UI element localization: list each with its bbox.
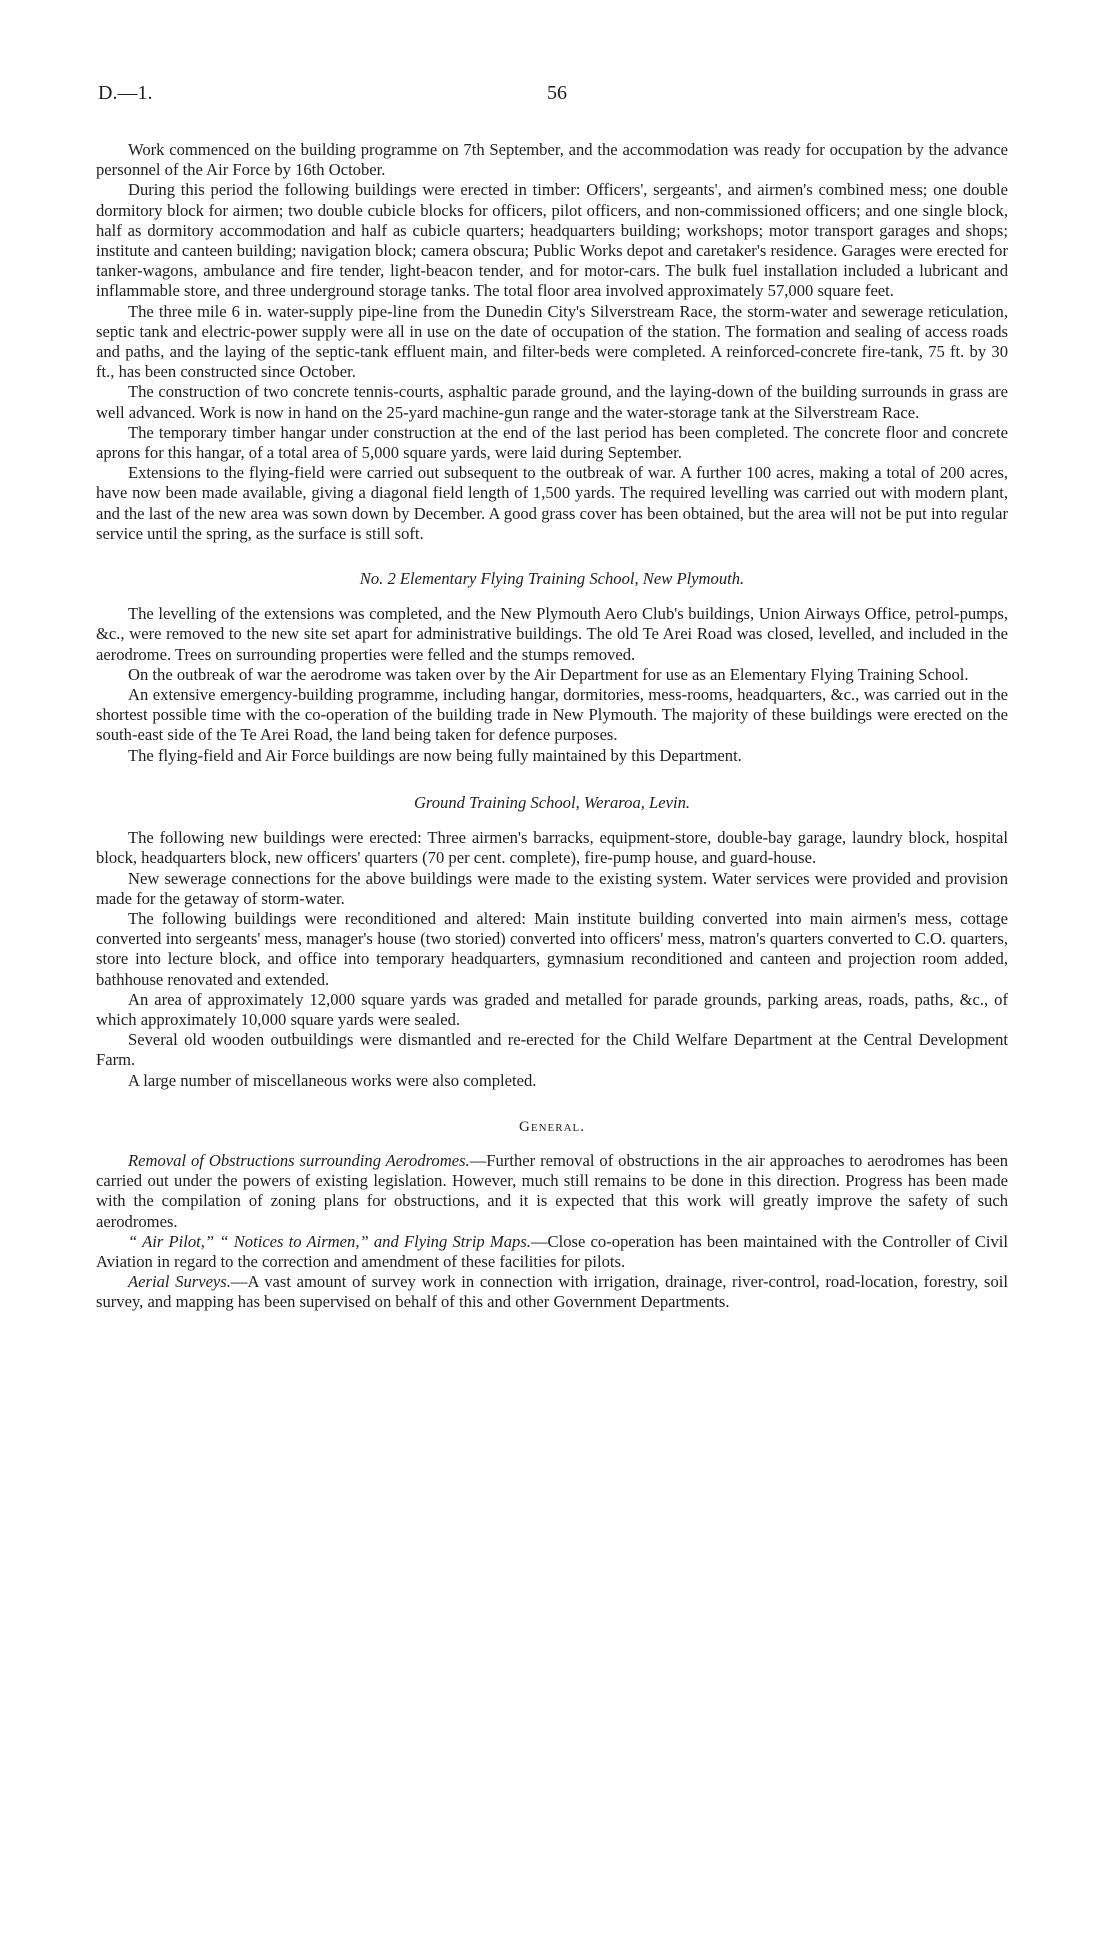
document-body bbox=[96, 140, 1008, 1313]
paragraph: The levelling of the extensions was completed, and the New Plymouth Aero Club's buildings, Union Airways Office, petrol-pumps, &c., were removed to the new site set apart for administrative buildings. The old Te Arei Road was closed, levelled, and included in the aerodrome. Trees on surrounding properties were felled and the stumps removed. bbox=[96, 604, 1008, 664]
paragraph: The following new buildings were erected: Three airmen's barracks, equipment-store, double-bay garage, laundry block, hospital block, headquarters block, new officers' quarters (70 per cent. complete), fire-pump house, and guard-house. bbox=[96, 828, 1008, 868]
paragraph-air-pilot bbox=[96, 1232, 1008, 1272]
run-in-heading: “ Air Pilot,” “ Notices to Airmen,” and Flying Strip Maps. bbox=[128, 1231, 531, 1251]
paragraph-obstructions bbox=[96, 1151, 1008, 1232]
paragraph-text: —A vast amount of survey work in connection with irrigation, drainage, river-control, road-location, forestry, soil survey, and mapping has been supervised on behalf of this and other Government Departments. bbox=[96, 1272, 1008, 1312]
paragraph: The flying-field and Air Force buildings are now being fully maintained by this Department. bbox=[128, 745, 742, 765]
paragraph: An extensive emergency-building programme, including hangar, dormitories, mess-rooms, headquarters, &c., was carried out in the shortest possible time with the co-operation of the building trade in New Plymouth. The majority of these buildings were erected on the south-east side of the Te Arei Road, the land being taken for defence purposes. bbox=[96, 685, 1008, 745]
paragraph: An area of approximately 12,000 square yards was graded and metalled for parade grounds, parking areas, roads, paths, &c., of which approximately 10,000 square yards were sealed. bbox=[96, 989, 1008, 1029]
page-number: 56 bbox=[547, 82, 567, 104]
run-in-heading: Removal of Obstructions surrounding Aerodromes. bbox=[128, 1150, 470, 1170]
paragraph: The temporary timber hangar under construction at the end of the last period has been completed. The concrete floor and concrete aprons for this hangar, of a total area of 5,000 square yards, were laid during September. bbox=[96, 422, 1008, 463]
paragraph: On the outbreak of war the aerodrome was taken over by the Air Department for use as an Elementary Flying Training School. bbox=[128, 664, 969, 684]
paragraph: Extensions to the flying-field were carried out subsequent to the outbreak of war. A further 100 acres, making a total of 200 acres, have now been made available, giving a diagonal field length of 1,500 yards. The required levelling was carried out with modern plant, and the last of the new area was sown down by December. A good grass cover has been obtained, but the area will not be put into regular service until the spring, as the surface is still soft. bbox=[96, 463, 1008, 543]
paragraph-text: —Close co-operation has been maintained with the Controller of Civil Aviation in regard to the correction and amendment of these facilities for pilots. bbox=[96, 1231, 1008, 1271]
paragraph: A large number of miscellaneous works were also completed. bbox=[128, 1070, 537, 1090]
paragraph: Work commenced on the building programme on 7th September, and the accommodation was ready for occupation by the advance personnel of the Air Force by 16th October. bbox=[96, 140, 1008, 180]
document-reference: D.—1. bbox=[98, 82, 153, 104]
paragraph-text: —Further removal of obstructions in the air approaches to aerodromes has been carried out under the powers of existing legislation. However, much still remains to be done in this direction. Progress has been made with the compilation of zoning plans for obstructions, and it is expected that this work will greatly improve the safety of such aerodromes. bbox=[96, 1150, 1008, 1231]
paragraph: The three mile 6 in. water-supply pipe-line from the Dunedin City's Silverstream Race, the storm-water and sewerage reticulation, septic tank and electric-power supply were all in use on the date of occupation of the station. The formation and sealing of access roads and paths, and the laying of the septic-tank effluent main, and filter-beds were completed. A reinforced-concrete fire-tank, 75 ft. by 30 ft., has been constructed since October. bbox=[96, 301, 1008, 382]
paragraph: Several old wooden outbuildings were dismantled and re-erected for the Child Welfare Department at the Central Development Farm. bbox=[96, 1030, 1008, 1070]
paragraph: The following buildings were reconditioned and altered: Main institute building converted into main airmen's mess, cottage converted into sergeants' mess, manager's house (two storied) converted into officers' mess, matron's quarters converted to C.O. quarters, store into lecture block, and office into temporary headquarters, gymnasium reconditioned and canteen and projection room added, bathhouse renovated and extended. bbox=[96, 908, 1008, 989]
paragraph-aerial-surveys bbox=[96, 1272, 1008, 1312]
paragraph: New sewerage connections for the above buildings were made to the existing system. Water services were provided and provision made for the getaway of storm-water. bbox=[96, 868, 1008, 908]
paragraph: The construction of two concrete tennis-courts, asphaltic parade ground, and the laying-down of the building surrounds in grass are well advanced. Work is now in hand on the 25-yard machine-gun range and the water-storage tank at the Silverstream Race. bbox=[96, 382, 1008, 422]
page-header bbox=[98, 82, 1016, 112]
section-heading-new-plymouth: No. 2 Elementary Flying Training School, New Plymouth. bbox=[359, 569, 745, 589]
run-in-heading: Aerial Surveys. bbox=[128, 1272, 231, 1292]
section-heading-general: General. bbox=[519, 1118, 585, 1135]
paragraph: During this period the following buildings were erected in timber: Officers', sergeants', and airmen's combined mess; one double dormitory block for airmen; two double cubicle blocks for officers, pilot officers, and non-commissioned officers; and one single block, half as dormitory accommodation and half as cubicle quarters; headquarters building; workshops; motor transport garages and shops; institute and canteen building; navigation block; camera obscura; Public Works depot and caretaker's residence. Garages were erected for tanker-wagons, ambulance and fire tender, light-beacon tender, and for motor-cars. The bulk fuel installation included a lubricant and inflammable store, and three underground storage tanks. The total floor area involved approximately 57,000 square feet. bbox=[96, 180, 1008, 301]
section-heading-levin: Ground Training School, Weraroa, Levin. bbox=[413, 792, 691, 812]
